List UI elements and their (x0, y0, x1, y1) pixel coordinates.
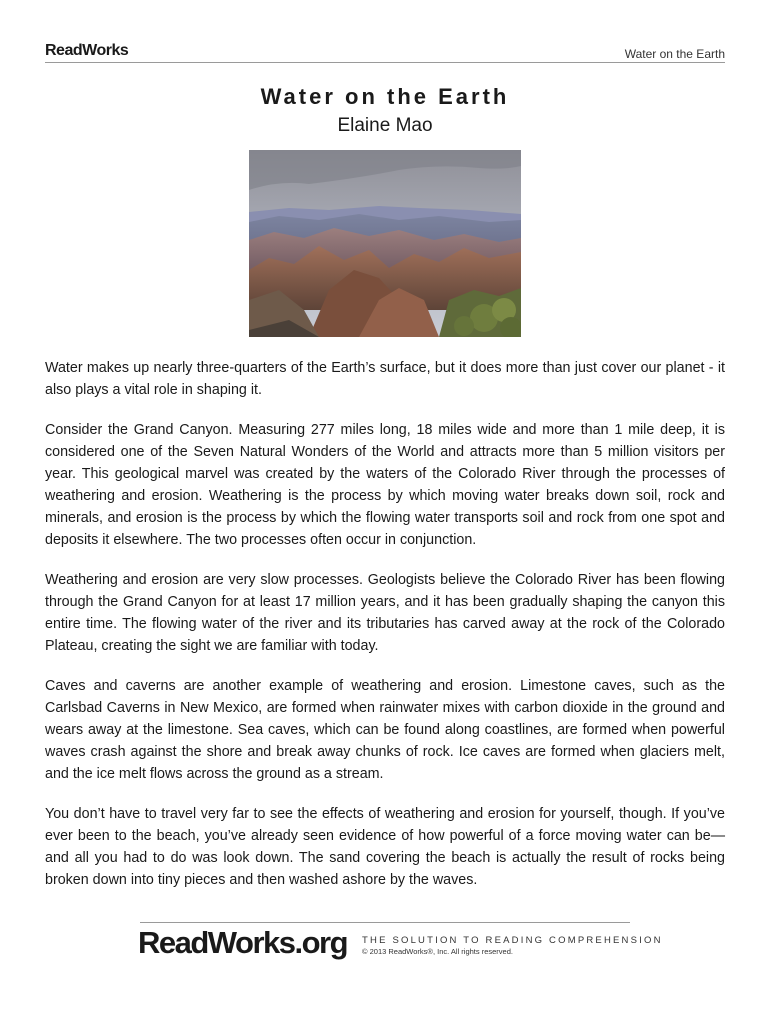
grand-canyon-photo (249, 150, 521, 337)
paragraph: Weathering and erosion are very slow processes. Geologists believe the Colorado River has been flowing through the Grand Canyon for at least 17 million years, and it has been gradually shaping the canyon this entire time. The flowing water of the river and its tributaries has carved away at the rock of the Colorado Plateau, creating the sight we are familiar with today. (45, 572, 725, 654)
footer-logo: ReadWorks.org (138, 925, 348, 960)
header-article-title: Water on the Earth (624, 47, 725, 61)
footer-divider (140, 922, 630, 923)
footer-copyright: © 2013 ReadWorks®, Inc. All rights reserved. (362, 947, 513, 956)
article-body (45, 357, 725, 909)
footer-tagline: THE SOLUTION TO READING COMPREHENSION (362, 935, 663, 946)
paragraph: Caves and caverns are another example of weathering and erosion. Limestone caves, such as the Carlsbad Caverns in New Mexico, are formed when rainwater mixes with carbon dioxide in the ground and wears away at the limestone. Sea caves, which can be found along coastlines, are formed when powerful waves crash against the shore and break away chunks of rock. Ice caves are formed when glaciers melt, and the ice melt flows across the ground as a stream. (45, 678, 725, 782)
paragraph: Water makes up nearly three-quarters of the Earth’s surface, but it does more than just cover our planet - it also plays a vital role in shaping it. (45, 360, 725, 398)
readworks-logo: ReadWorks (45, 42, 129, 59)
paragraph: Consider the Grand Canyon. Measuring 277 miles long, 18 miles wide and more than 1 mile deep, it is considered one of the Seven Natural Wonders of the World and attracts more than 5 million visitors per year. This geological marvel was created by the waters of the Colorado River through the processes of weathering and erosion. Weathering is the process by which moving water breaks down soil, rock and minerals, and erosion is the process by which the flowing water transports soil and rock from one spot and deposits it elsewhere. The two processes often occur in conjunction. (45, 422, 725, 548)
article-author: Elaine Mao (337, 115, 433, 136)
article-title: Water on the Earth (260, 84, 510, 109)
paragraph: You don’t have to travel very far to see the effects of weathering and erosion for yourself, though. If you’ve ever been to the beach, you’ve already seen evidence of how powerful of a force moving water can be—and all you had to do was look down. The sand covering the beach is actually the result of rocks being broken down into tiny pieces and then washed ashore by the waves. (45, 806, 725, 888)
page-header (45, 42, 725, 63)
